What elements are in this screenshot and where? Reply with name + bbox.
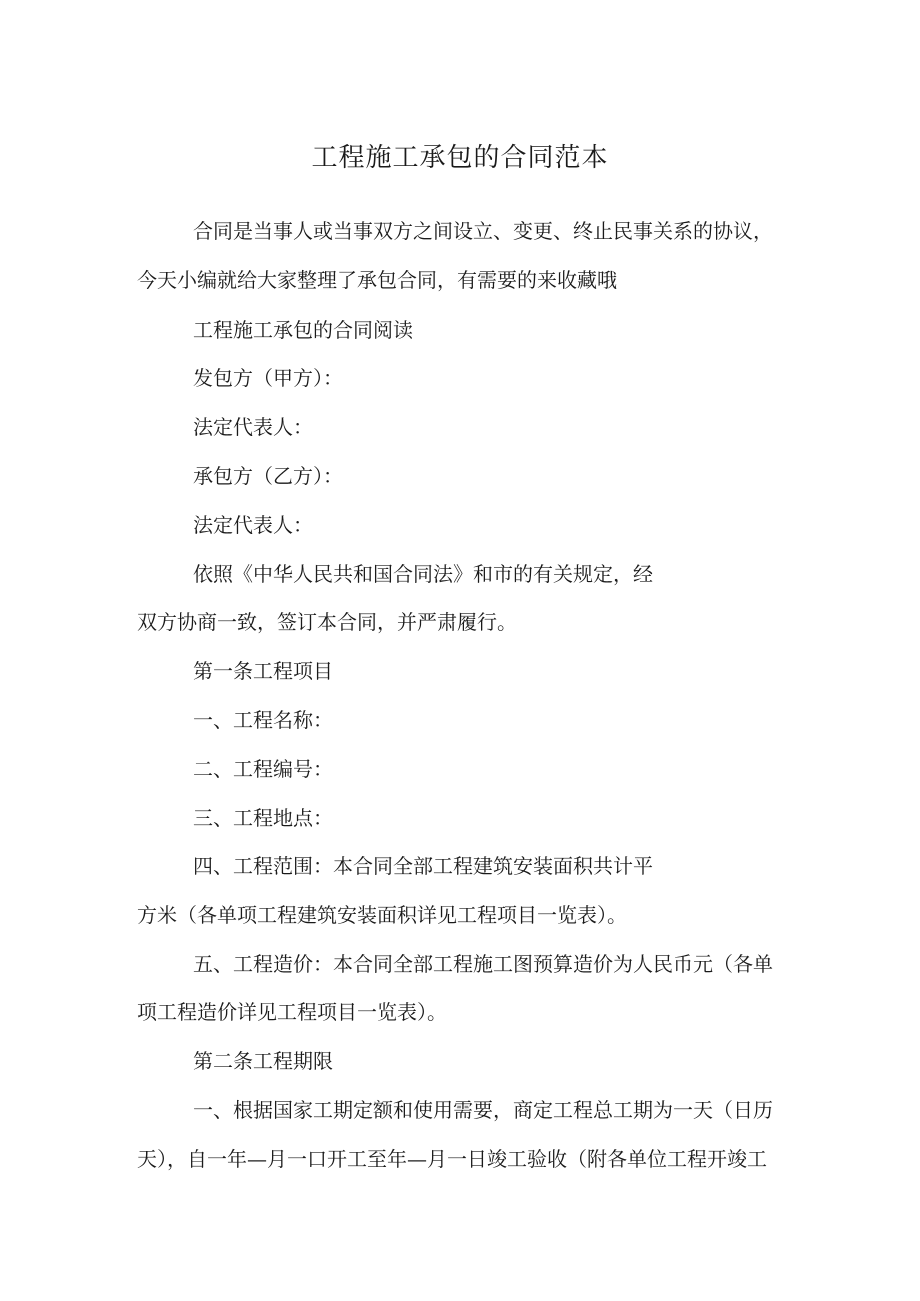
project-number-field: 二、工程编号： xyxy=(193,757,333,781)
paragraph-intro-line-2: 今天小编就给大家整理了承包合同，有需要的来收藏哦 xyxy=(137,268,617,292)
party-b-field: 承包方（乙方）： xyxy=(193,464,343,488)
project-name-field: 一、工程名称： xyxy=(193,708,333,732)
party-a-field: 发包方（甲方）： xyxy=(193,366,343,390)
project-period-line-2: 天），自一年—月一口开工至年—月一日竣工验收（附各单位工程开竣工 xyxy=(137,1147,767,1171)
project-scope-line-1: 四、工程范围：本合同全部工程建筑安装面积共计平 xyxy=(193,854,653,878)
project-cost-line-2: 项工程造价详见工程项目一览表）。 xyxy=(137,1000,447,1024)
party-a-representative-field: 法定代表人： xyxy=(193,415,313,439)
party-b-representative-field: 法定代表人： xyxy=(193,513,313,537)
article-2-heading: 第二条工程期限 xyxy=(193,1049,333,1073)
paragraph-basis-line-1: 依照《中华人民共和国合同法》和市的有关规定，经 xyxy=(193,562,653,586)
article-1-heading: 第一条工程项目 xyxy=(193,659,333,683)
document-title: 工程施工承包的合同范本 xyxy=(311,143,609,173)
project-scope-line-2: 方米（各单项工程建筑安装面积详见工程项目一览表）。 xyxy=(137,903,627,927)
project-period-line-1: 一、根据国家工期定额和使用需要，商定工程总工期为一天（日历 xyxy=(193,1098,773,1122)
paragraph-basis-line-2: 双方协商一致，签订本合同，并严肃履行。 xyxy=(137,610,517,634)
section-heading-reading: 工程施工承包的合同阅读 xyxy=(193,318,413,342)
project-cost-line-1: 五、工程造价：本合同全部工程施工图预算造价为人民币元（各单 xyxy=(193,952,773,976)
project-location-field: 三、工程地点： xyxy=(193,806,333,830)
paragraph-intro-line-1: 合同是当事人或当事双方之间设立、变更、终止民事关系的协议， xyxy=(193,219,773,243)
